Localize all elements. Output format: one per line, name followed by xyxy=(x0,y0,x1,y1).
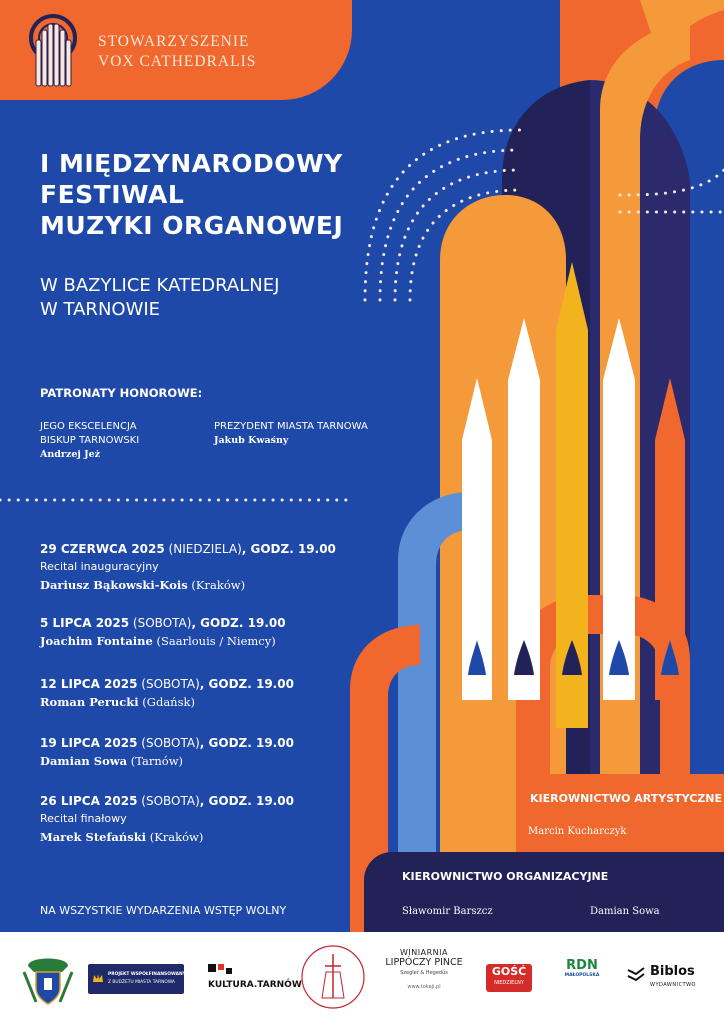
parish-seal-logo xyxy=(300,942,366,1012)
free-entry-notice: NA WSZYSTKIE WYDARZENIA WSTĘP WOLNY xyxy=(40,904,287,917)
event-performer: Damian Sowa xyxy=(40,754,128,768)
festival-title xyxy=(40,148,343,241)
crown-icon xyxy=(92,972,104,986)
sponsor-strip xyxy=(0,932,724,1024)
event-place: (Saarlouis / Niemcy) xyxy=(152,634,276,648)
winiarnia-logo xyxy=(378,948,470,1012)
event-time: , GODZ. 19.00 xyxy=(241,542,336,556)
organizer-name: Damian Sowa xyxy=(590,906,660,917)
event-performer: Joachim Fontaine xyxy=(40,634,153,648)
festival-subtitle xyxy=(40,274,279,322)
biblos-mark-icon xyxy=(626,966,646,984)
biblos-line2: WYDAWNICTWO xyxy=(650,982,696,988)
event-performer: Roman Perucki xyxy=(40,695,139,709)
winiarnia-line1: WINIARNIA xyxy=(400,948,448,957)
artistic-director-name: Marcin Kucharczyk xyxy=(528,826,627,837)
event-place: (Kraków) xyxy=(146,830,204,844)
organizer-name: Sławomir Barszcz xyxy=(402,906,493,917)
event-day: (SOBOTA) xyxy=(137,794,200,808)
city-budget-logo xyxy=(88,964,184,994)
gosc-niedzielny-logo xyxy=(486,964,532,992)
event-place: (Kraków) xyxy=(187,578,246,592)
event-day: (SOBOTA) xyxy=(137,736,200,750)
event-date: 19 LIPCA 2025 xyxy=(40,736,138,750)
festival-title-line2: FESTIWAL xyxy=(40,180,185,209)
gosc-line2: NIEDZIELNY xyxy=(494,980,524,986)
patronage-heading: PATRONATY HONOROWE: xyxy=(40,386,203,400)
event-item xyxy=(40,792,294,846)
winiarnia-url: www.tokaji.pl xyxy=(407,984,441,990)
event-description: Recital finałowy xyxy=(40,812,127,825)
event-date: 12 LIPCA 2025 xyxy=(40,677,138,691)
festival-title-line1: I MIĘDZYNARODOWY xyxy=(40,149,343,178)
patron-name: Jakub Kwaśny xyxy=(214,435,289,446)
biblos-logo xyxy=(626,964,710,994)
event-item xyxy=(40,734,294,770)
festival-subtitle-line2: W TARNOWIE xyxy=(40,299,161,320)
festival-subtitle-line1: W BAZYLICE KATEDRALNEJ xyxy=(40,275,280,296)
kultura-text: KULTURA.TARNÓW xyxy=(208,980,302,990)
event-time: , GODZ. 19.00 xyxy=(191,616,286,630)
event-performer: Marek Stefański xyxy=(40,830,147,844)
project-line2: Z BUDŻETU MIASTA TARNOWA xyxy=(108,980,175,985)
org-name-line2: VOX CATHEDRALIS xyxy=(98,53,257,70)
event-day: (NIEDZIELA) xyxy=(164,542,242,556)
event-item xyxy=(40,614,286,650)
biblos-line1: Biblos xyxy=(650,964,695,979)
rdn-line2: MAŁOPOLSKA xyxy=(564,973,600,978)
festival-title-line3: MUZYKI ORGANOWEJ xyxy=(40,211,344,240)
event-place: (Gdańsk) xyxy=(138,695,195,709)
bishop-coat-of-arms-icon xyxy=(20,952,76,1008)
event-place: (Tarnów) xyxy=(127,754,184,768)
patron-title: JEGO EKSCELENCJA xyxy=(40,421,137,432)
event-performer: Dariusz Bąkowski-Kois xyxy=(40,578,188,592)
event-date: 29 CZERWCA 2025 xyxy=(40,542,165,556)
artistic-direction-box xyxy=(516,774,724,854)
event-time: , GODZ. 19.00 xyxy=(199,677,294,691)
winiarnia-line3: Szegler & Hegedűs xyxy=(400,970,448,976)
event-item xyxy=(40,675,294,711)
event-description: Recital inauguracyjny xyxy=(40,560,159,573)
patron-title: BISKUP TARNOWSKI xyxy=(40,435,140,446)
rdn-malopolska-logo xyxy=(562,958,602,994)
organizational-direction-heading: KIEROWNICTWO ORGANIZACYJNE xyxy=(402,870,609,883)
patron-name: Andrzej Jeż xyxy=(40,449,101,460)
kultura-pixel-icon xyxy=(208,964,238,978)
event-date: 26 LIPCA 2025 xyxy=(40,794,138,808)
patron-title: PREZYDENT MIASTA TARNOWA xyxy=(214,421,368,432)
kultura-tarnow-logo xyxy=(208,964,302,996)
event-time: , GODZ. 19.00 xyxy=(199,794,294,808)
organ-pipes-rosette-icon xyxy=(28,10,78,90)
artistic-direction-heading: KIEROWNICTWO ARTYSTYCZNE xyxy=(530,792,723,805)
event-time: , GODZ. 19.00 xyxy=(199,736,294,750)
rdn-line1: RDN xyxy=(566,958,598,973)
organization-name xyxy=(98,32,256,72)
event-day: (SOBOTA) xyxy=(129,616,192,630)
patron-mayor xyxy=(214,420,368,448)
winiarnia-line2: LIPPÓCZY PINCE xyxy=(385,957,463,968)
org-name-line1: STOWARZYSZENIE xyxy=(98,33,250,50)
gosc-line1: GOŚĆ xyxy=(491,965,527,978)
event-day: (SOBOTA) xyxy=(137,677,200,691)
patron-bishop xyxy=(40,420,139,462)
project-line1: PROJEKT WSPÓŁFINANSOWANY xyxy=(108,972,186,977)
event-date: 5 LIPCA 2025 xyxy=(40,616,130,630)
organizational-direction-box xyxy=(364,852,724,932)
event-item xyxy=(40,540,336,594)
